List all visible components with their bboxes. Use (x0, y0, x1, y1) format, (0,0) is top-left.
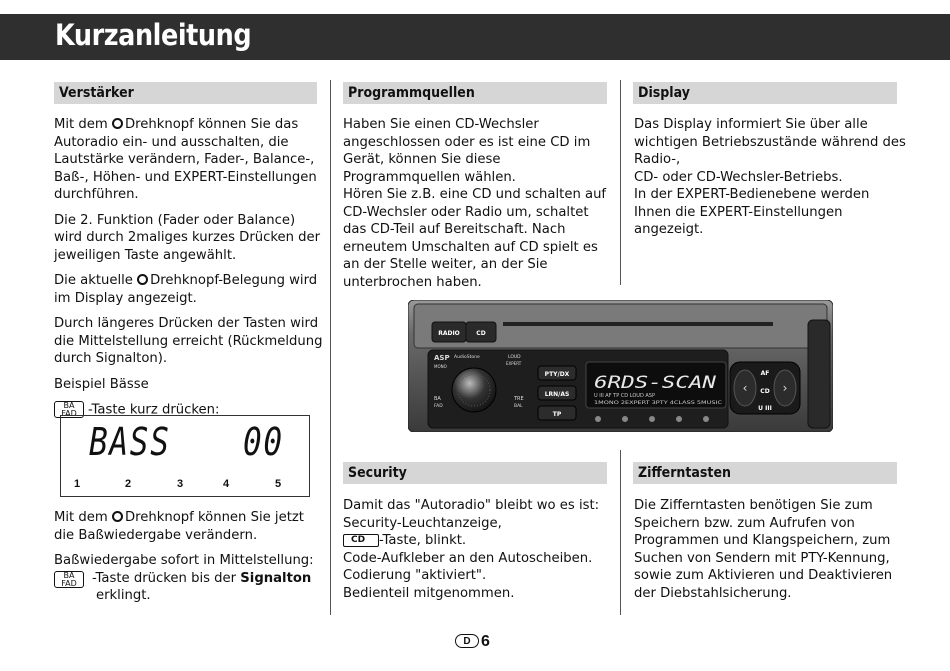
verstaerker-p1: Drehknopf können Sie das Autoradio ein- und ausschalten, die Lautstärke verändern, Fader-, Balance-, Baß-, Höhen- und EXPERT-Einstellungen durchführen. (54, 117, 317, 202)
verstaerker-text-bottom (54, 509, 324, 605)
language-badge: D (455, 634, 479, 648)
section-heading-programmquellen (343, 82, 607, 104)
radio-btn-lrnas: LRN/AS (544, 391, 570, 398)
security-line1: Damit das "Autoradio" bleibt wo es ist: (343, 498, 600, 513)
security-line4: Code-Aufkleber an den Autoscheiben. (343, 550, 593, 566)
page-number: 6 (481, 633, 490, 650)
zifferntasten-title: Zifferntasten (638, 465, 731, 481)
lcd-value: 00 (243, 420, 284, 464)
verstaerker-p8: Baßwiedergabe sofort in Mittelstellung: (54, 553, 314, 568)
lcd-example (60, 415, 310, 497)
divider-right-bottom (620, 450, 621, 615)
radio-ba: BA (434, 396, 441, 402)
programmquellen-title: Programmquellen (348, 85, 475, 101)
verstaerker-p3-prefix: Die aktuelle (54, 273, 133, 288)
lcd-label-1: 1 (74, 478, 81, 490)
verstaerker-p9-end: erklingt. (96, 588, 151, 603)
svg-text:›: › (782, 381, 788, 395)
section-heading-verstaerker (54, 82, 317, 104)
key-bottom-label: FAD (61, 578, 77, 588)
verstaerker-p3: Drehknopf-Belegung wird im Display angezeigt. (54, 273, 318, 306)
car-radio-illustration (408, 300, 833, 432)
knob-icon (112, 118, 123, 129)
verstaerker-p2: Die 2. Funktion (Fader oder Balance) wird durch 2maliges kurzes Drücken der jeweiligen Taste angewählt. (54, 212, 321, 263)
section-heading-zifferntasten (633, 462, 897, 484)
security-line5: Codierung "aktiviert". (343, 568, 487, 583)
security-line3: -Taste, blinkt. (379, 533, 467, 548)
verstaerker-text (54, 116, 324, 427)
svg-text:‹: ‹ (742, 381, 748, 395)
security-text (343, 497, 613, 602)
radio-af: AF (760, 370, 770, 377)
security-line2: Security-Leuchtanzeige, (343, 515, 502, 531)
verstaerker-p7-prefix: Mit dem (54, 510, 108, 525)
car-radio-svg (408, 300, 833, 432)
radio-btn-ptydx: PTY/DX (544, 371, 570, 378)
programmquellen-text: Haben Sie einen CD-Wechsler angeschlossen oder es ist eine CD im Gerät, können Sie diese Programmquellen wählen. Hören Sie z.B. eine CD und schalten auf CD-Wechsler oder Radio um, schaltet das CD-Teil auf Bereitschaft. Nach erneutem Umschalten auf CD spielt es an der Stelle weiter, an der Sie unterbrochen haben. (343, 117, 607, 290)
lcd-label-2: 2 (125, 478, 132, 490)
signalton-bold: Signalton (240, 570, 312, 586)
zifferntasten-text: Die Zifferntasten benötigen Sie zum Speichern bzw. zum Aufrufen von Programmen und Klangspeichern, zum Suchen von Sendern mit PTY-Kennung, sowie zum Aktivieren und Deaktivieren der Diebstahlsicherung. (634, 498, 893, 601)
radio-mono: MONO (434, 364, 447, 369)
radio-brand: AudioStone (454, 355, 480, 360)
radio-tre: TRE (514, 396, 524, 402)
lcd-label-3: 3 (177, 478, 184, 490)
knob-icon (112, 511, 123, 522)
radio-btn-cd: CD (476, 330, 486, 337)
section-heading-display (633, 82, 897, 104)
section-heading-security (343, 462, 607, 484)
radio-display-presets: 1MONO 2EXPERT 3PTY 4CLASS 5MUSIC (594, 400, 723, 405)
radio-display-sub: U III AF TP CD LOUD ASP (594, 393, 655, 399)
page-footer (455, 633, 490, 651)
verstaerker-p7: Drehknopf können Sie jetzt die Baßwiedergabe verändern. (54, 510, 304, 543)
verstaerker-p6: -Taste kurz drücken: (88, 402, 220, 418)
radio-fad: FAD (434, 404, 443, 409)
radio-btn-radio: RADIO (438, 330, 460, 337)
verstaerker-p4: Durch längeres Drücken der Tasten wird die Mittelstellung erreicht (Rückmeldung durch Signalton). (54, 316, 323, 366)
radio-bal: BAL (514, 404, 523, 409)
lcd-text: BASS (89, 420, 171, 464)
page-title: Kurzanleitung (55, 18, 252, 52)
display-text: Das Display informiert Sie über alle wichtigen Betriebszustände während des Radio-, CD- oder CD-Wechsler-Betriebs. In der EXPERT-Bedienebene werden Ihnen die EXPERT-Einstellungen angezeigt. (634, 117, 906, 237)
lcd-label-4: 4 (223, 478, 230, 490)
key-top-label: BA (63, 401, 75, 410)
radio-cd-label: CD (760, 388, 770, 395)
divider-left (330, 80, 331, 615)
security-title: Security (348, 465, 407, 481)
knob-icon (137, 274, 148, 285)
ba-fad-key-icon (54, 571, 84, 588)
radio-asp: ASP (434, 354, 450, 362)
radio-display-main: 6RDS-SCAN (594, 373, 717, 393)
verstaerker-title: Verstärker (59, 85, 134, 101)
verstaerker-p1-prefix: Mit dem (54, 117, 108, 132)
verstaerker-p5: Beispiel Bässe (54, 376, 149, 392)
key-top-label: BA (63, 570, 75, 580)
cd-key-icon: CD (343, 534, 379, 547)
radio-u: U III (758, 405, 772, 412)
radio-btn-tp: TP (552, 411, 562, 418)
key-bottom-label: FAD (61, 409, 77, 418)
radio-loud: LOUD (508, 355, 521, 360)
divider-right-top (620, 80, 621, 285)
radio-expert: EXPERT (506, 361, 522, 366)
display-title: Display (638, 85, 690, 101)
page-header (0, 14, 950, 60)
verstaerker-p9: -Taste drücken bis der (92, 570, 237, 586)
lcd-label-5: 5 (275, 478, 282, 490)
security-line6: Bedienteil mitgenommen. (343, 585, 515, 601)
